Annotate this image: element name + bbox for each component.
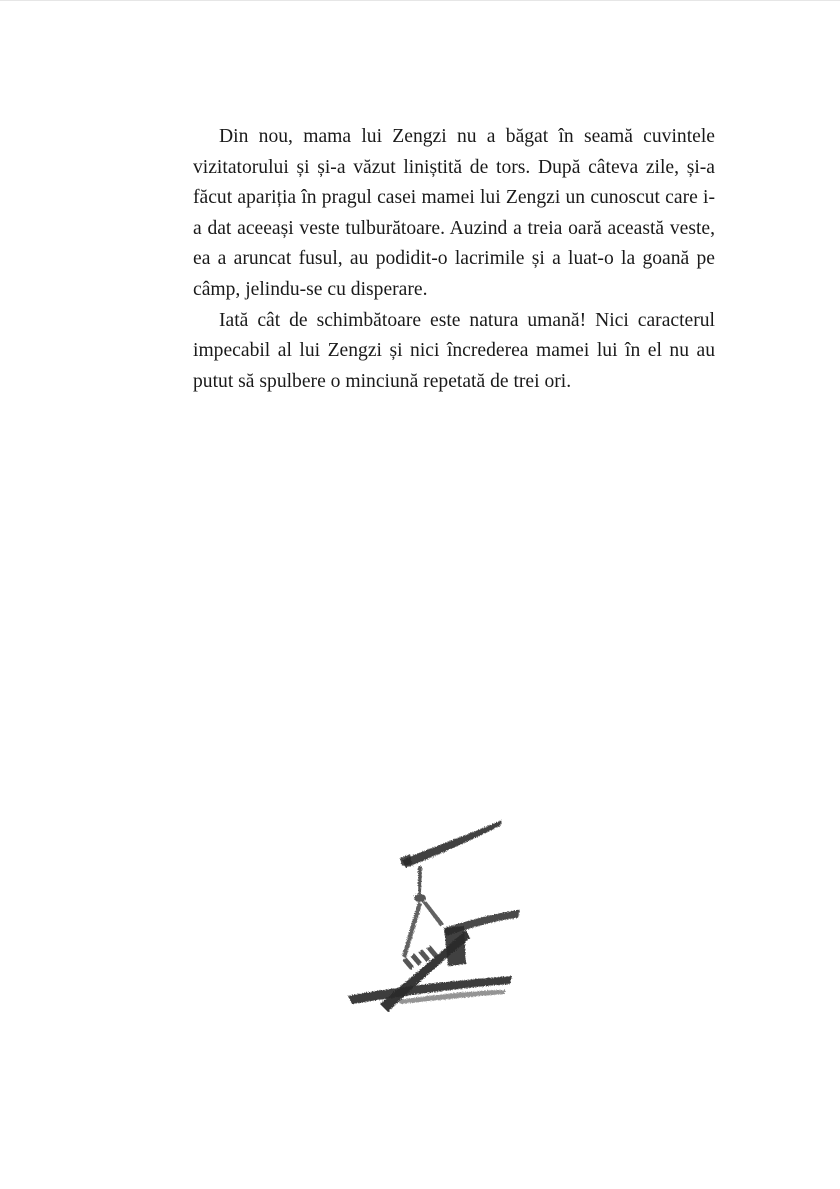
page-top-border — [0, 0, 840, 1]
ink-brush-drawing-icon — [340, 808, 530, 1024]
body-text — [193, 122, 715, 397]
paragraph-1: Din nou, mama lui Zengzi nu a băgat în seamă cuvintele vizitatorului și și-a văzut liniștită de tors. După câteva zile, și-a făcut apariția în pragul casei mamei lui Zengzi un cunoscut care i-a dat aceeași veste tulburătoare. Auzind a treia oară această veste, ea a aruncat fusul, au podidit-o lacrimile și a luat-o la goană pe câmp, jelindu-se cu disperare. — [193, 126, 715, 300]
paragraph-2: Iată cât de schimbătoare este natura umană! Nici caracterul impecabil al lui Zengzi și nici încrederea mamei lui în el nu au putut să spulbere o minciună repetată de trei ori. — [193, 309, 715, 392]
